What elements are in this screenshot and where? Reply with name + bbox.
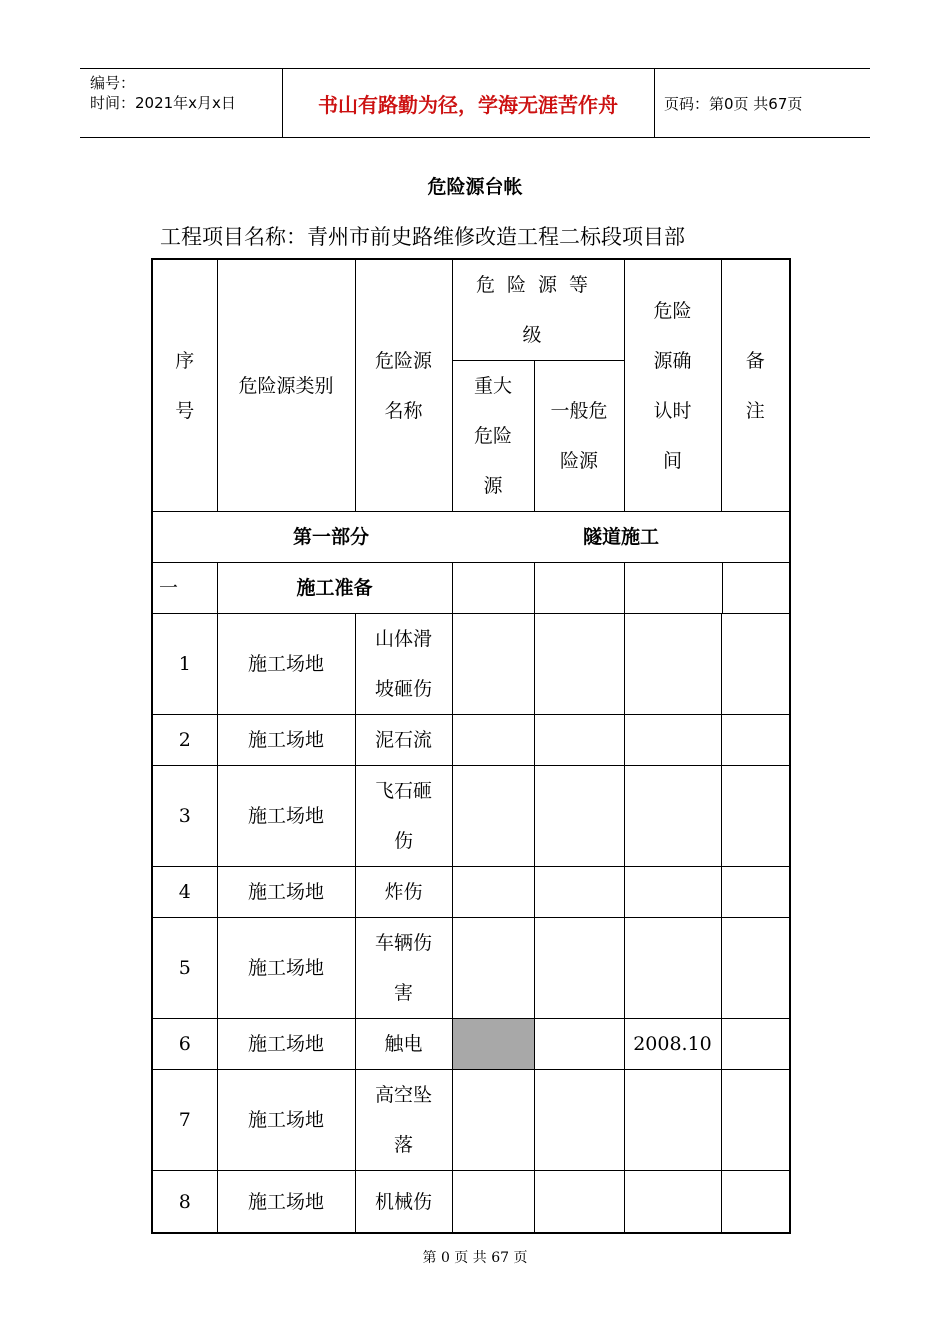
page-footer: 第 0 页 共 67 页 [422,1250,528,1266]
subsection-seq: 一 [152,563,217,614]
header-name: 危险源名称 [355,259,452,512]
section-part: 第一部分 [293,526,370,548]
header-page-info: 页码：第0页 共67页 [664,94,803,113]
row-name: 机械伤 [355,1171,452,1234]
header-seq: 序号 [152,259,217,512]
header-general: 一般危险源 [534,361,624,512]
row-name: 高空坠落 [355,1070,452,1171]
document-title: 危险源台帐 [427,176,523,198]
row-seq: 2 [152,715,217,766]
header-category: 危险源类别 [217,259,355,512]
row-category: 施工场地 [217,867,355,918]
major-hazard-mark [452,1019,534,1070]
row-confirm-time [624,1070,721,1171]
row-confirm-time: 2008.10 [624,1019,721,1070]
row-confirm-time [624,715,721,766]
serial-label: 编号： [90,74,136,92]
table-row [152,715,790,766]
table-row [152,867,790,918]
header-divider [654,69,655,137]
table-row [152,1171,790,1234]
row-confirm-time [624,1171,721,1234]
row-category: 施工场地 [217,918,355,1019]
table-row [152,1070,790,1171]
subsection-name: 施工准备 [217,563,452,614]
page-header [80,68,870,138]
table-row [152,918,790,1019]
header-remark: 备注 [721,259,790,512]
row-confirm-time [624,766,721,867]
section-name: 隧道施工 [583,526,660,548]
row-seq: 1 [152,614,217,715]
time-label: 时间：2021年x月x日 [90,94,236,112]
row-name: 炸伤 [355,867,452,918]
header-level: 危险源等级 [452,259,624,361]
row-name: 飞石砸伤 [355,766,452,867]
row-category: 施工场地 [217,1070,355,1171]
row-seq: 8 [152,1171,217,1234]
table-row [152,1019,790,1070]
row-seq: 5 [152,918,217,1019]
row-name: 触电 [355,1019,452,1070]
header-motto: 书山有路勤为径，学海无涯苦作舟 [318,92,618,117]
row-name: 山体滑坡砸伤 [355,614,452,715]
project-name: 工程项目名称：青州市前史路维修改造工程二标段项目部 [160,225,685,249]
row-seq: 7 [152,1070,217,1171]
row-confirm-time [624,867,721,918]
row-name: 车辆伤害 [355,918,452,1019]
header-confirm-time: 危险源确认时间 [624,259,721,512]
row-name: 泥石流 [355,715,452,766]
row-category: 施工场地 [217,1019,355,1070]
table-header-row [152,259,790,361]
header-major: 重大危险源 [452,361,534,512]
hazard-ledger-table [151,258,791,1234]
subsection-row [152,563,790,614]
table-row [152,614,790,715]
row-seq: 4 [152,867,217,918]
row-seq: 3 [152,766,217,867]
row-confirm-time [624,918,721,1019]
header-meta [90,73,236,113]
row-category: 施工场地 [217,766,355,867]
row-category: 施工场地 [217,1171,355,1234]
row-category: 施工场地 [217,715,355,766]
section-row [152,512,790,563]
section-title [152,512,790,563]
row-category: 施工场地 [217,614,355,715]
table-row [152,766,790,867]
row-seq: 6 [152,1019,217,1070]
row-confirm-time [624,614,721,715]
